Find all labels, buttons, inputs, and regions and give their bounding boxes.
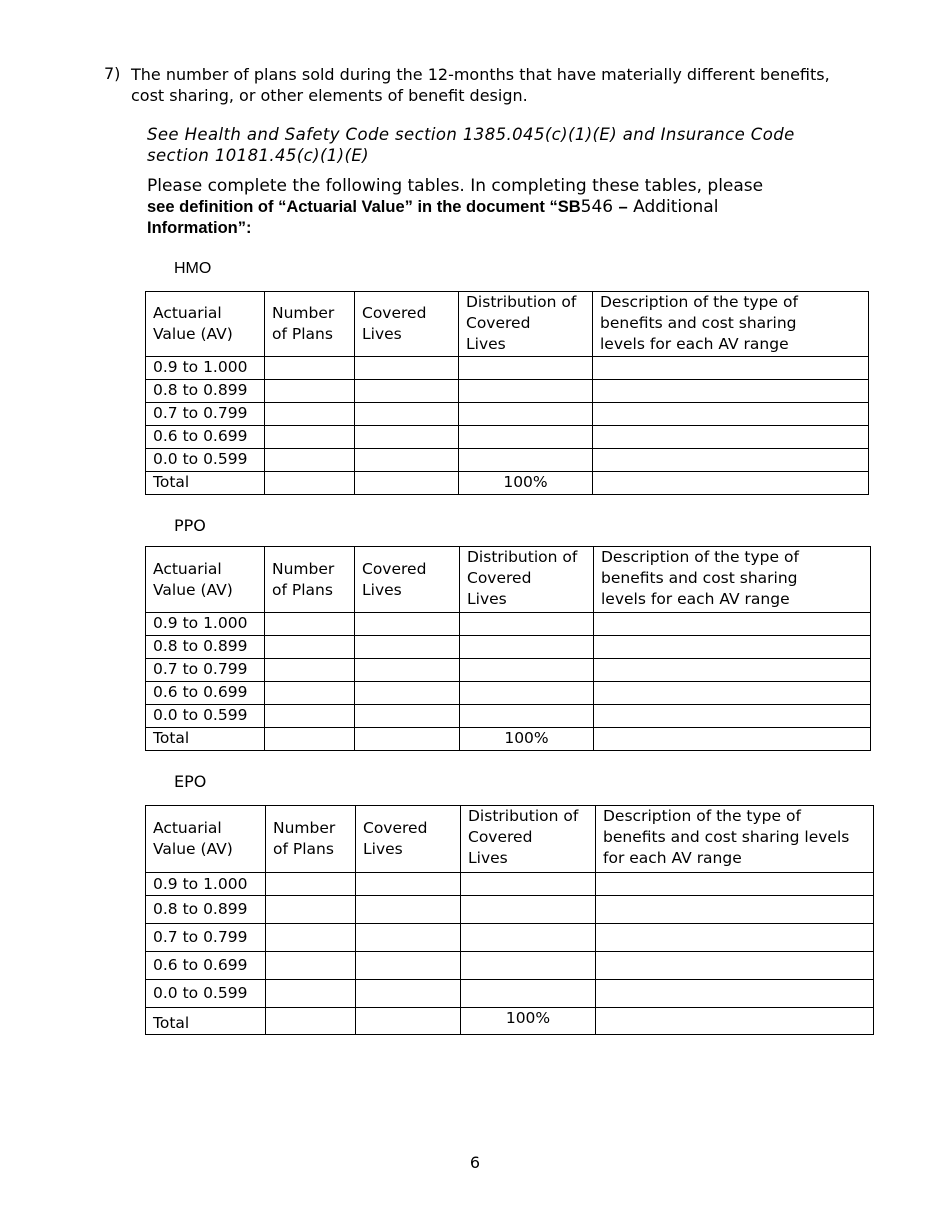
description-input-cell[interactable] <box>593 426 869 449</box>
lives-input-cell[interactable] <box>355 659 460 682</box>
total-lives-cell[interactable] <box>355 728 460 751</box>
total-label: Total <box>146 1008 266 1035</box>
question-line-2: cost sharing, or other elements of benefit design. <box>131 86 528 105</box>
total-row <box>146 728 871 751</box>
total-lives-cell[interactable] <box>355 472 459 495</box>
total-distribution: 100% <box>461 1008 596 1035</box>
header-actuarial-value <box>146 292 265 357</box>
lives-input-cell[interactable] <box>355 426 459 449</box>
header-description-line: Description of the type of <box>603 807 801 825</box>
lives-input-cell[interactable] <box>356 952 461 980</box>
header-actuarial-value-line: Value (AV) <box>153 840 233 858</box>
epo-table <box>145 805 874 1035</box>
instructions-plain-1: 546 <box>580 197 619 217</box>
table-header-row <box>146 292 869 357</box>
header-distribution <box>461 806 596 873</box>
header-distribution-line: Lives <box>468 849 508 867</box>
lives-input-cell[interactable] <box>355 682 460 705</box>
header-actuarial-value <box>146 547 265 613</box>
header-description-line: Description of the type of <box>600 293 798 311</box>
header-number-of-plans <box>265 292 355 357</box>
table-row <box>146 659 871 682</box>
lives-input-cell[interactable] <box>355 357 459 380</box>
header-distribution-line: Lives <box>467 590 507 608</box>
code-reference-line-2: section 10181.45(c)(1)(E) <box>147 146 370 165</box>
lives-input-cell[interactable] <box>356 980 461 1008</box>
av-range-cell: 0.9 to 1.000 <box>146 357 265 380</box>
distribution-input-cell[interactable] <box>459 380 593 403</box>
description-input-cell[interactable] <box>594 659 871 682</box>
instructions-plain-2: Additional <box>627 197 719 217</box>
page-number: 6 <box>469 1153 481 1172</box>
question-number: 7) <box>104 64 121 83</box>
header-number-of-plans-line: of Plans <box>272 580 333 599</box>
total-lives-cell[interactable] <box>356 1008 461 1035</box>
header-number-of-plans <box>265 547 355 613</box>
av-range-cell: 0.8 to 0.899 <box>146 636 265 659</box>
plans-input-cell[interactable] <box>265 659 355 682</box>
plans-input-cell[interactable] <box>266 896 356 924</box>
lives-input-cell[interactable] <box>355 613 460 636</box>
header-distribution-line: Distribution of <box>466 293 577 311</box>
header-distribution-line: Distribution of <box>467 548 578 566</box>
header-actuarial-value-line: Value (AV) <box>153 580 233 599</box>
header-number-of-plans <box>266 806 356 873</box>
total-row <box>146 472 869 495</box>
av-range-cell: 0.7 to 0.799 <box>146 924 266 952</box>
distribution-input-cell[interactable] <box>460 659 594 682</box>
header-number-of-plans-line: of Plans <box>272 325 333 343</box>
description-input-cell[interactable] <box>593 380 869 403</box>
total-plans-cell[interactable] <box>266 1008 356 1035</box>
plans-input-cell[interactable] <box>265 636 355 659</box>
total-row <box>146 1008 874 1035</box>
header-number-of-plans-line: Number <box>272 304 335 322</box>
instructions-bold-3: Information”: <box>147 219 252 237</box>
distribution-input-cell[interactable] <box>460 682 594 705</box>
plans-input-cell[interactable] <box>265 357 355 380</box>
av-range-cell: 0.6 to 0.699 <box>146 426 265 449</box>
description-input-cell[interactable] <box>596 896 874 924</box>
distribution-input-cell[interactable] <box>461 896 596 924</box>
table-row <box>146 980 874 1008</box>
header-covered-lives <box>355 547 460 613</box>
av-range-cell: 0.0 to 0.599 <box>146 449 265 472</box>
lives-input-cell[interactable] <box>355 449 459 472</box>
code-reference-line-1: See Health and Safety Code section 1385.045(c)(1)(E) and Insurance Code <box>147 125 795 144</box>
header-covered-lives-line: Covered <box>363 819 428 837</box>
description-input-cell[interactable] <box>596 873 874 896</box>
av-range-cell: 0.7 to 0.799 <box>146 403 265 426</box>
lives-input-cell[interactable] <box>355 705 460 728</box>
header-description-line: benefits and cost sharing levels <box>603 828 850 846</box>
question-text <box>131 64 851 106</box>
description-input-cell[interactable] <box>596 952 874 980</box>
table-row <box>146 403 869 426</box>
av-range-cell: 0.7 to 0.799 <box>146 659 265 682</box>
distribution-input-cell[interactable] <box>460 636 594 659</box>
av-range-cell: 0.8 to 0.899 <box>146 380 265 403</box>
distribution-input-cell[interactable] <box>459 403 593 426</box>
ppo-table <box>145 546 871 751</box>
total-plans-cell[interactable] <box>265 728 355 751</box>
table-row <box>146 449 869 472</box>
description-input-cell[interactable] <box>594 613 871 636</box>
code-reference <box>147 124 847 166</box>
header-description-line: benefits and cost sharing <box>601 569 798 587</box>
instructions-line-2 <box>147 197 847 218</box>
header-covered-lives-line: Covered <box>362 304 427 322</box>
header-distribution <box>459 292 593 357</box>
header-description-line: levels for each AV range <box>600 335 789 353</box>
table-row <box>146 426 869 449</box>
epo-label: EPO <box>174 772 207 791</box>
header-description-line: benefits and cost sharing <box>600 314 797 332</box>
lives-input-cell[interactable] <box>356 924 461 952</box>
instructions <box>147 176 847 239</box>
distribution-input-cell[interactable] <box>459 426 593 449</box>
av-range-cell: 0.6 to 0.699 <box>146 682 265 705</box>
instructions-line-1: Please complete the following tables. In completing these tables, please <box>147 176 764 196</box>
description-input-cell[interactable] <box>594 705 871 728</box>
table-row <box>146 613 871 636</box>
instructions-line-3 <box>147 218 847 239</box>
instructions-bold-2: – <box>618 198 628 216</box>
table-row <box>146 896 874 924</box>
plans-input-cell[interactable] <box>265 613 355 636</box>
plans-input-cell[interactable] <box>266 980 356 1008</box>
hmo-label: HMO <box>174 260 212 277</box>
plans-input-cell[interactable] <box>266 924 356 952</box>
plans-input-cell[interactable] <box>265 705 355 728</box>
av-range-cell: 0.9 to 1.000 <box>146 873 266 896</box>
description-input-cell[interactable] <box>596 980 874 1008</box>
description-input-cell[interactable] <box>594 682 871 705</box>
table-row <box>146 636 871 659</box>
total-label: Total <box>146 472 265 495</box>
header-distribution <box>460 547 594 613</box>
lives-input-cell[interactable] <box>355 380 459 403</box>
header-distribution-line: Covered <box>468 828 533 846</box>
av-range-cell: 0.0 to 0.599 <box>146 705 265 728</box>
description-input-cell[interactable] <box>594 636 871 659</box>
lives-input-cell[interactable] <box>356 873 461 896</box>
table-row <box>146 924 874 952</box>
question-line-1: The number of plans sold during the 12-months that have materially different benefits, <box>131 65 830 84</box>
table-row <box>146 357 869 380</box>
distribution-input-cell[interactable] <box>459 357 593 380</box>
header-distribution-line: Lives <box>466 335 506 353</box>
plans-input-cell[interactable] <box>266 952 356 980</box>
ppo-label: PPO <box>174 516 206 535</box>
header-description-line: for each AV range <box>603 849 742 867</box>
header-actuarial-value-line: Actuarial <box>153 559 222 578</box>
header-covered-lives <box>355 292 459 357</box>
header-covered-lives-line: Lives <box>362 325 402 343</box>
description-input-cell[interactable] <box>596 924 874 952</box>
distribution-input-cell[interactable] <box>461 924 596 952</box>
header-number-of-plans-line: Number <box>272 559 335 578</box>
av-range-cell: 0.9 to 1.000 <box>146 613 265 636</box>
header-covered-lives <box>356 806 461 873</box>
instructions-bold-1: see definition of “Actuarial Value” in the document “SB <box>147 198 581 216</box>
lives-input-cell[interactable] <box>355 403 459 426</box>
header-distribution-line: Covered <box>467 569 532 587</box>
header-number-of-plans-line: of Plans <box>273 840 334 858</box>
total-label: Total <box>146 728 265 751</box>
header-covered-lives-line: Lives <box>362 580 402 599</box>
distribution-input-cell[interactable] <box>461 980 596 1008</box>
header-actuarial-value-line: Actuarial <box>153 819 222 837</box>
header-distribution-line: Distribution of <box>468 807 579 825</box>
header-description-line: levels for each AV range <box>601 590 790 608</box>
plans-input-cell[interactable] <box>265 682 355 705</box>
table-row <box>146 873 874 896</box>
header-covered-lives-line: Lives <box>363 840 403 858</box>
plans-input-cell[interactable] <box>265 449 355 472</box>
table-row <box>146 380 869 403</box>
distribution-input-cell[interactable] <box>461 873 596 896</box>
total-distribution: 100% <box>460 728 594 751</box>
plans-input-cell[interactable] <box>265 426 355 449</box>
total-plans-cell[interactable] <box>265 472 355 495</box>
header-covered-lives-line: Covered <box>362 559 427 578</box>
header-description <box>596 806 874 873</box>
distribution-input-cell[interactable] <box>460 705 594 728</box>
av-range-cell: 0.6 to 0.699 <box>146 952 266 980</box>
table-header-row <box>146 806 874 873</box>
header-description <box>593 292 869 357</box>
total-description-cell[interactable] <box>596 1008 874 1035</box>
header-description-line: Description of the type of <box>601 548 799 566</box>
description-input-cell[interactable] <box>593 449 869 472</box>
table-row <box>146 705 871 728</box>
av-range-cell: 0.8 to 0.899 <box>146 896 266 924</box>
total-distribution: 100% <box>459 472 593 495</box>
header-actuarial-value-line: Actuarial <box>153 304 222 322</box>
table-row <box>146 952 874 980</box>
distribution-input-cell[interactable] <box>460 613 594 636</box>
av-range-cell: 0.0 to 0.599 <box>146 980 266 1008</box>
distribution-input-cell[interactable] <box>459 449 593 472</box>
hmo-table <box>145 291 869 495</box>
header-actuarial-value-line: Value (AV) <box>153 325 233 343</box>
header-distribution-line: Covered <box>466 314 531 332</box>
table-header-row <box>146 547 871 613</box>
lives-input-cell[interactable] <box>356 896 461 924</box>
header-actuarial-value <box>146 806 266 873</box>
plans-input-cell[interactable] <box>265 380 355 403</box>
total-description-cell[interactable] <box>593 472 869 495</box>
distribution-input-cell[interactable] <box>461 952 596 980</box>
description-input-cell[interactable] <box>593 357 869 380</box>
table-row <box>146 682 871 705</box>
lives-input-cell[interactable] <box>355 636 460 659</box>
header-number-of-plans-line: Number <box>273 819 336 837</box>
description-input-cell[interactable] <box>593 403 869 426</box>
total-description-cell[interactable] <box>594 728 871 751</box>
plans-input-cell[interactable] <box>266 873 356 896</box>
header-description <box>594 547 871 613</box>
plans-input-cell[interactable] <box>265 403 355 426</box>
